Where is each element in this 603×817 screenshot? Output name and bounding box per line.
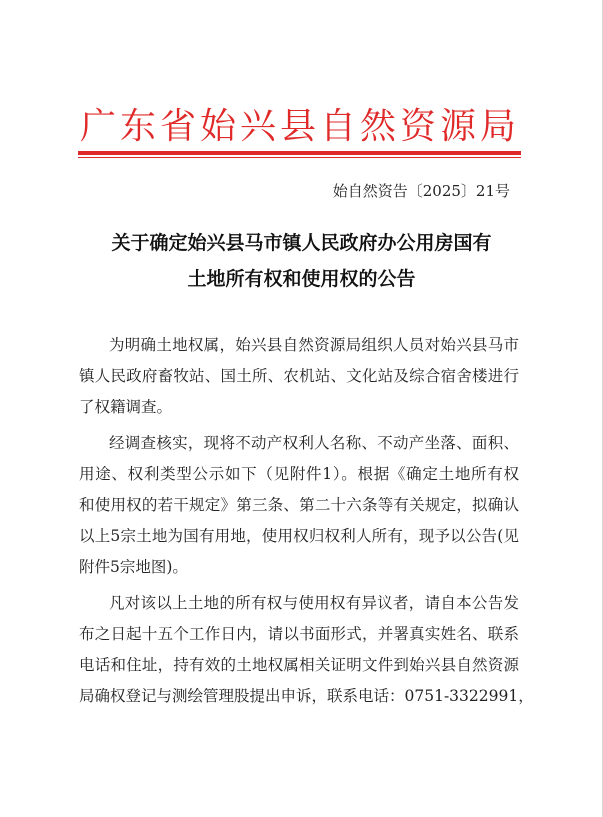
body-text-line: 凡对该以上土地的所有权与使用权有异议者，请自本公告发 xyxy=(109,594,519,612)
body-text-line: 附件5宗地图)。 xyxy=(79,558,188,576)
agency-letterhead: 广东省始兴县自然资源局 xyxy=(79,106,520,147)
document-title-line: 土地所有权和使用权的公告 xyxy=(187,268,416,290)
body-text-line: 用途、权利类型公示如下（见附件1）。根据《确定土地所有权 xyxy=(79,465,519,483)
body-text-line: 为明确土地权属，始兴县自然资源局组织人员对始兴县马市 xyxy=(109,336,519,354)
letterhead-red-rule-thin xyxy=(78,157,521,158)
document-title-line: 关于确定始兴县马市镇人民政府办公用房国有 xyxy=(111,232,492,254)
body-text-line: 电话和住址，持有效的土地权属相关证明文件到始兴县自然资源 xyxy=(79,656,519,674)
body-text-line: 布之日起十五个工作日内，请以书面形式，并署真实姓名、联系 xyxy=(79,625,519,643)
body-text-line: 局确权登记与测绘管理股提出申诉，联系电话：0751-3322991， xyxy=(79,687,534,705)
body-text-line: 经调查核实，现将不动产权利人名称、不动产坐落、面积、 xyxy=(109,434,519,452)
body-text-line: 镇人民政府畜牧站、国土所、农机站、文化站及综合宿舍楼进行 xyxy=(79,367,519,385)
body-text-line: 和使用权的若干规定》第三条、第二十六条等有关规定，拟确认 xyxy=(79,496,519,514)
body-text-line: 了权籍调查。 xyxy=(79,398,173,416)
body-text-line: 以上5宗土地为国有用地，使用权归权利人所有，现予以公告(见 xyxy=(79,527,519,545)
document-number: 始自然资告〔2025〕21号 xyxy=(332,182,510,200)
letterhead-red-rule xyxy=(78,151,521,155)
